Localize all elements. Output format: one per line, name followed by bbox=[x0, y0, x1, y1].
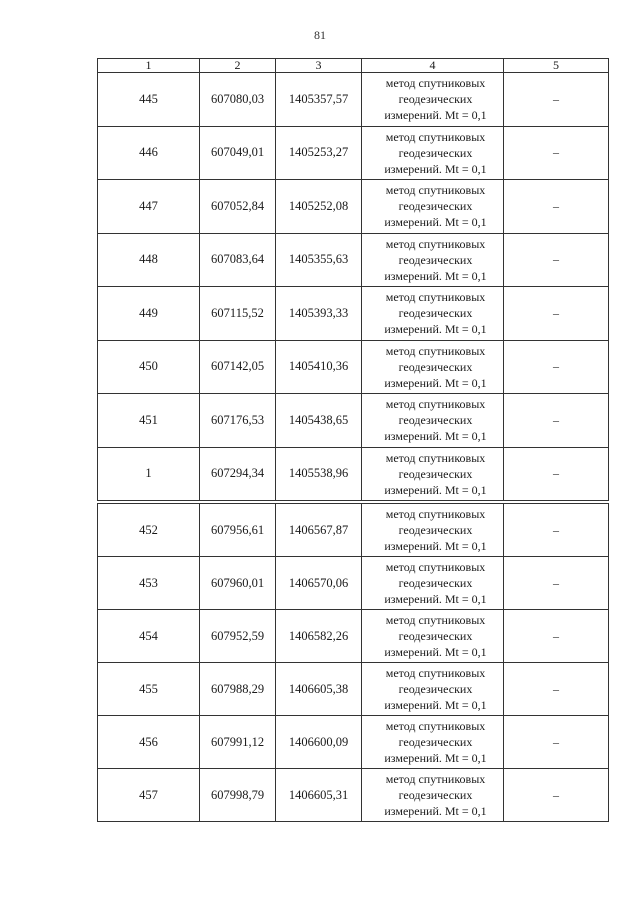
point-number-cell: 445 bbox=[98, 73, 200, 127]
method-text-line: геодезических bbox=[398, 629, 473, 643]
method-text-line: измерений. Mt = 0,1 bbox=[384, 268, 487, 283]
table-row bbox=[98, 557, 609, 610]
note-cell: – bbox=[504, 287, 609, 341]
note-cell: – bbox=[504, 180, 609, 234]
method-cell bbox=[362, 769, 504, 822]
point-number-cell: 453 bbox=[98, 557, 200, 610]
table-row bbox=[98, 126, 609, 180]
point-number-cell: 451 bbox=[98, 394, 200, 448]
method-text-line: геодезических bbox=[398, 523, 473, 537]
y-coordinate-cell: 1406605,31 bbox=[276, 769, 362, 822]
table-row bbox=[98, 610, 609, 663]
method-text-line: геодезических bbox=[398, 735, 473, 749]
point-number-cell: 454 bbox=[98, 610, 200, 663]
x-coordinate-cell: 607998,79 bbox=[200, 769, 276, 822]
method-text-line: измерений. Mt = 0,1 bbox=[384, 482, 487, 497]
table-row bbox=[98, 340, 609, 394]
note-cell: – bbox=[504, 557, 609, 610]
method-text-line: геодезических bbox=[398, 306, 473, 321]
column-header-3: 3 bbox=[276, 59, 362, 73]
point-number-cell: 1 bbox=[98, 447, 200, 501]
column-header-4: 4 bbox=[362, 59, 504, 73]
note-cell: – bbox=[504, 663, 609, 716]
method-text-line: геодезических bbox=[398, 252, 473, 267]
column-header-1: 1 bbox=[98, 59, 200, 73]
method-text-line: геодезических bbox=[398, 682, 473, 696]
x-coordinate-cell: 607956,61 bbox=[200, 504, 276, 557]
x-coordinate-cell: 607176,53 bbox=[200, 394, 276, 448]
note-cell: – bbox=[504, 394, 609, 448]
method-text-line: измерений. Mt = 0,1 bbox=[384, 804, 487, 818]
x-coordinate-cell: 607052,84 bbox=[200, 180, 276, 234]
point-number-cell: 449 bbox=[98, 287, 200, 341]
method-text-line: геодезических bbox=[398, 466, 473, 481]
x-coordinate-cell: 607083,64 bbox=[200, 233, 276, 287]
x-coordinate-cell: 607080,03 bbox=[200, 73, 276, 127]
method-text-line: измерений. Mt = 0,1 bbox=[384, 539, 487, 553]
method-text-line: геодезических bbox=[398, 359, 473, 374]
table-header-row bbox=[98, 59, 609, 73]
x-coordinate-cell: 607960,01 bbox=[200, 557, 276, 610]
method-text-line: метод спутниковых bbox=[385, 290, 486, 305]
method-text-line: геодезических bbox=[398, 199, 473, 214]
method-text-line: измерений. Mt = 0,1 bbox=[384, 698, 487, 712]
table-row bbox=[98, 73, 609, 127]
y-coordinate-cell: 1405410,36 bbox=[276, 340, 362, 394]
y-coordinate-cell: 1406605,38 bbox=[276, 663, 362, 716]
method-text-line: геодезических bbox=[398, 413, 473, 428]
note-cell: – bbox=[504, 716, 609, 769]
table-row bbox=[98, 287, 609, 341]
x-coordinate-cell: 607952,59 bbox=[200, 610, 276, 663]
method-text-line: метод спутниковых bbox=[385, 129, 486, 144]
method-cell bbox=[362, 340, 504, 394]
method-cell bbox=[362, 557, 504, 610]
method-text-line: геодезических bbox=[398, 788, 473, 802]
method-cell bbox=[362, 394, 504, 448]
note-cell: – bbox=[504, 447, 609, 501]
method-text-line: метод спутниковых bbox=[385, 450, 486, 465]
table-row bbox=[98, 504, 609, 557]
note-cell: – bbox=[504, 769, 609, 822]
note-cell: – bbox=[504, 233, 609, 287]
method-text-line: измерений. Mt = 0,1 bbox=[384, 645, 487, 659]
y-coordinate-cell: 1406582,26 bbox=[276, 610, 362, 663]
column-header-2: 2 bbox=[200, 59, 276, 73]
method-text-line: измерений. Mt = 0,1 bbox=[384, 592, 487, 606]
method-text-line: измерений. Mt = 0,1 bbox=[384, 429, 487, 444]
note-cell: – bbox=[504, 340, 609, 394]
x-coordinate-cell: 607991,12 bbox=[200, 716, 276, 769]
y-coordinate-cell: 1405357,57 bbox=[276, 73, 362, 127]
x-coordinate-cell: 607049,01 bbox=[200, 126, 276, 180]
y-coordinate-cell: 1405252,08 bbox=[276, 180, 362, 234]
method-cell bbox=[362, 287, 504, 341]
method-text-line: измерений. Mt = 0,1 bbox=[384, 161, 487, 176]
method-text-line: метод спутниковых bbox=[385, 560, 486, 574]
method-text-line: измерений. Mt = 0,1 bbox=[384, 751, 487, 765]
page-number: 81 bbox=[314, 28, 326, 42]
table-body-group-1 bbox=[98, 73, 609, 501]
table-body-group-2 bbox=[98, 504, 609, 822]
method-cell bbox=[362, 610, 504, 663]
method-cell bbox=[362, 447, 504, 501]
point-number-cell: 446 bbox=[98, 126, 200, 180]
method-text-line: метод спутниковых bbox=[385, 507, 486, 521]
method-text-line: метод спутниковых bbox=[385, 76, 486, 91]
x-coordinate-cell: 607142,05 bbox=[200, 340, 276, 394]
method-text-line: измерений. Mt = 0,1 bbox=[384, 108, 487, 123]
y-coordinate-cell: 1405393,33 bbox=[276, 287, 362, 341]
x-coordinate-cell: 607115,52 bbox=[200, 287, 276, 341]
point-number-cell: 456 bbox=[98, 716, 200, 769]
point-number-cell: 457 bbox=[98, 769, 200, 822]
point-number-cell: 448 bbox=[98, 233, 200, 287]
note-cell: – bbox=[504, 126, 609, 180]
y-coordinate-cell: 1406567,87 bbox=[276, 504, 362, 557]
point-number-cell: 452 bbox=[98, 504, 200, 557]
table-row bbox=[98, 233, 609, 287]
y-coordinate-cell: 1405438,65 bbox=[276, 394, 362, 448]
method-text-line: метод спутниковых bbox=[385, 236, 486, 251]
note-cell: – bbox=[504, 73, 609, 127]
method-text-line: метод спутниковых bbox=[385, 183, 486, 198]
y-coordinate-cell: 1406570,06 bbox=[276, 557, 362, 610]
method-cell bbox=[362, 233, 504, 287]
method-cell bbox=[362, 180, 504, 234]
method-text-line: геодезических bbox=[398, 92, 473, 107]
y-coordinate-cell: 1405355,63 bbox=[276, 233, 362, 287]
table-row bbox=[98, 447, 609, 501]
method-cell bbox=[362, 716, 504, 769]
point-number-cell: 450 bbox=[98, 340, 200, 394]
point-number-cell: 455 bbox=[98, 663, 200, 716]
method-cell bbox=[362, 126, 504, 180]
method-text-line: метод спутниковых bbox=[385, 613, 486, 627]
coordinates-table-group-1 bbox=[97, 58, 609, 501]
table-row bbox=[98, 394, 609, 448]
method-text-line: метод спутниковых bbox=[385, 772, 486, 786]
y-coordinate-cell: 1405253,27 bbox=[276, 126, 362, 180]
method-text-line: геодезических bbox=[398, 576, 473, 590]
x-coordinate-cell: 607988,29 bbox=[200, 663, 276, 716]
method-text-line: измерений. Mt = 0,1 bbox=[384, 375, 487, 390]
note-cell: – bbox=[504, 610, 609, 663]
y-coordinate-cell: 1406600,09 bbox=[276, 716, 362, 769]
method-text-line: метод спутниковых bbox=[385, 719, 486, 733]
table-row bbox=[98, 716, 609, 769]
coordinates-table-group-2 bbox=[97, 503, 609, 822]
method-cell bbox=[362, 663, 504, 716]
method-cell bbox=[362, 504, 504, 557]
table-row bbox=[98, 663, 609, 716]
table-row bbox=[98, 769, 609, 822]
y-coordinate-cell: 1405538,96 bbox=[276, 447, 362, 501]
method-text-line: метод спутниковых bbox=[385, 666, 486, 680]
method-text-line: геодезических bbox=[398, 145, 473, 160]
method-text-line: измерений. Mt = 0,1 bbox=[384, 215, 487, 230]
method-cell bbox=[362, 73, 504, 127]
point-number-cell: 447 bbox=[98, 180, 200, 234]
x-coordinate-cell: 607294,34 bbox=[200, 447, 276, 501]
table-row bbox=[98, 180, 609, 234]
method-text-line: измерений. Mt = 0,1 bbox=[384, 322, 487, 337]
method-text-line: метод спутниковых bbox=[385, 397, 486, 412]
note-cell: – bbox=[504, 504, 609, 557]
method-text-line: метод спутниковых bbox=[385, 343, 486, 358]
column-header-5: 5 bbox=[504, 59, 609, 73]
